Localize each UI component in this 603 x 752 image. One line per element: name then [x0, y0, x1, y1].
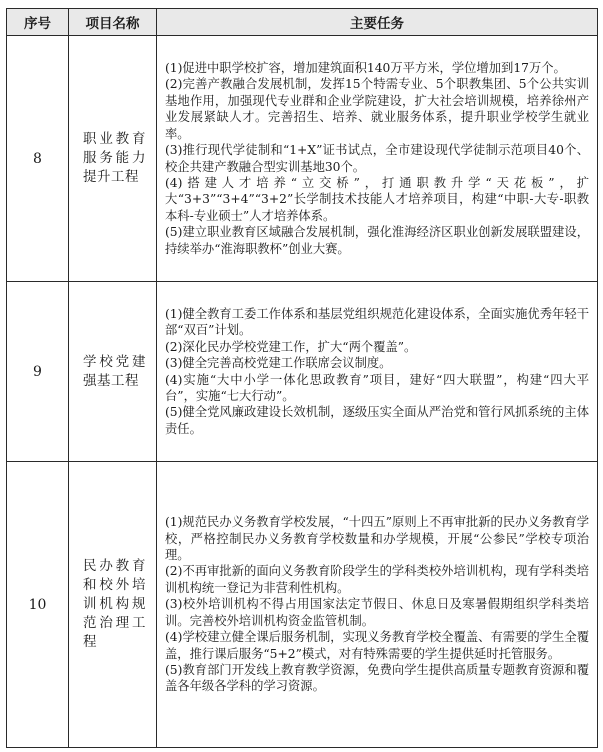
task-list: [157, 36, 598, 282]
table-header: [7, 9, 598, 36]
row-number: 9: [7, 282, 69, 462]
project-task-table: [6, 8, 598, 748]
row-number: 8: [7, 36, 69, 282]
table-row: [7, 462, 598, 748]
task-list: [157, 462, 598, 748]
table-body: [7, 36, 598, 748]
task-item: (2)不再审批新的面向义务教育阶段学生的学科类校外培训机构，现有学科类培训机构统一登记为非营利性机构。: [165, 564, 589, 595]
task-item: (3)校外培训机构不得占用国家法定节假日、休息日及寒暑假期组织学科类培训。完善校外培训机构资金监管机制。: [165, 597, 589, 628]
row-number: 10: [7, 462, 69, 748]
task-item: (2)完善产教融合发展机制，发挥15个特需专业、5个职教集团、5个公共实训基地作用，加强现代专业群和企业学院建设，扩大社会培训规模，培养徐州产业发展紧缺人才。完善招生、培养、就业服务体系，提升职业学校学生就业率。: [165, 77, 589, 141]
task-item: (3)推行现代学徒制和“1+X”证书试点，全市建设现代学徒制示范项目40个、校企共建产教融合型实训基地30个。: [165, 143, 589, 174]
header-main-tasks: 主要任务: [157, 9, 598, 36]
table-row: [7, 36, 598, 282]
task-item: (5)教育部门开发线上教育教学资源，免费向学生提供高质量专题教育资源和覆盖各年级各学科的学习资源。: [165, 662, 589, 694]
task-item: (1)规范民办义务教育学校发展，“十四五”原则上不再审批新的民办义务教育学校，严格控制民办义务教育学校数量和办学规模，开展“公参民”学校专项治理。: [165, 515, 589, 563]
task-item: (4)学校建立健全课后服务机制，实现义务教育学校全覆盖、有需要的学生全覆盖，推行课后服务“5+2”模式，对有特殊需要的学生提供延时托管服务。: [165, 630, 589, 661]
task-item: (5)建立职业教育区域融合发展机制，强化淮海经济区职业创新发展联盟建设，持续举办“淮海职教杯”创业大赛。: [165, 225, 589, 256]
task-item: (2)深化民办学校党建工作，扩大“两个覆盖”。: [165, 339, 417, 354]
project-name: 民办教育和校外培训机构规范治理工程: [69, 462, 157, 748]
task-item: (1)促进中职学校扩容，增加建筑面积140万平方米，学位增加到17万个。: [165, 61, 566, 76]
project-name: 职业教育服务能力提升工程: [69, 36, 157, 282]
header-number: 序号: [7, 9, 69, 36]
header-row: [7, 9, 598, 36]
table-row: [7, 282, 598, 462]
task-item: (5)健全党风廉政建设长效机制，逐级压实全面从严治党和管行风抓系统的主体责任。: [165, 405, 589, 436]
task-list: [157, 282, 598, 462]
header-project-name: 项目名称: [69, 9, 157, 36]
task-item: (1)健全教育工委工作体系和基层党组织规范化建设体系，全面实施优秀年轻干部“双百”计划。: [165, 306, 589, 338]
task-item: (4)实施“大中小学一体化思政教育”项目，建好“四大联盟”，构建“四大平台”，实施“七大行动”。: [165, 372, 589, 403]
project-name: 学校党建强基工程: [69, 282, 157, 462]
task-item: (3)健全完善高校党建工作联席会议制度。: [165, 356, 392, 371]
task-item: (4)搭建人才培养“立交桥”，打通职教升学“天花板”，扩大“3+3”“3+4”“3+2”长学制技术技能人才培养项目，构建“中职-大专-职教本科-专业硕士”人才培养体系。: [165, 175, 589, 223]
